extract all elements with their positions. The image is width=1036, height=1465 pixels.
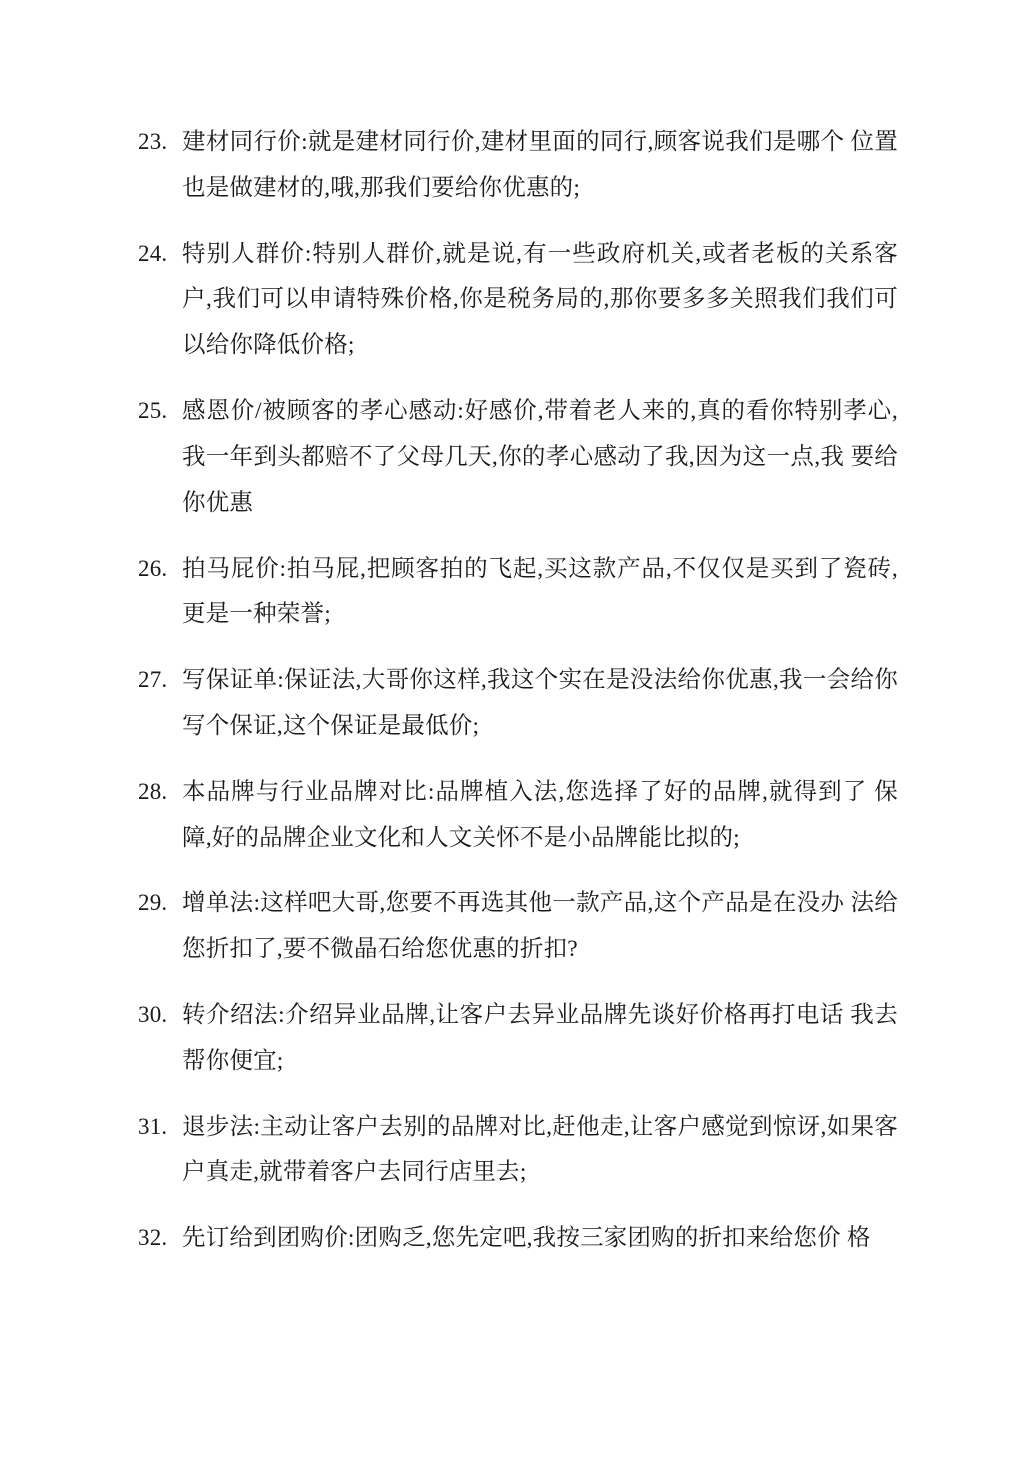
list-item (138, 1105, 898, 1197)
list-item-text: 本品牌与行业品牌对比:品牌植入法,您选择了好的品牌,就得到了 保障,好的品牌企业文化和人文关怀不是小品牌能比拟的; (182, 778, 898, 851)
list-item-number: 29. (138, 890, 168, 916)
list-item-number: 31. (138, 1113, 168, 1139)
list-item-number: 28. (138, 778, 168, 804)
list-item-number: 26. (138, 555, 168, 581)
list-item (138, 770, 898, 862)
list-item-text: 建材同行价:就是建材同行价,建材里面的同行,顾客说我们是哪个 位置也是做建材的,哦,那我们要给你优惠的; (182, 129, 898, 201)
list-item (138, 232, 898, 369)
list-item-number: 27. (138, 667, 168, 693)
numbered-list (138, 120, 898, 1262)
document-body (138, 120, 898, 1282)
list-item-number: 25. (138, 398, 168, 424)
list-item (138, 658, 898, 750)
list-item-text: 转介绍法:介绍异业品牌,让客户去异业品牌先谈好价格再打电话 我去帮你便宜; (182, 1002, 898, 1074)
list-item-text: 写保证单:保证法,大哥你这样,我这个实在是没法给你优惠,我一会给你写个保证,这个保证是最低价; (182, 667, 898, 739)
list-item-number: 32. (138, 1225, 168, 1251)
list-item-number: 30. (138, 1002, 168, 1027)
list-item-text: 拍马屁价:拍马屁,把顾客拍的飞起,买这款产品,不仅仅是买到了瓷砖,更是一种荣誉; (182, 555, 898, 628)
list-item (138, 389, 898, 526)
list-item-text: 先订给到团购价:团购乏,您先定吧,我按三家团购的折扣来给您价 格 (182, 1225, 871, 1252)
list-item (138, 1216, 898, 1262)
list-item (138, 547, 898, 639)
list-item (138, 120, 898, 212)
list-item-text: 增单法:这样吧大哥,您要不再选其他一款产品,这个产品是在没办 法给您折扣了,要不微晶石给您优惠的折扣? (182, 890, 898, 963)
list-item (138, 993, 898, 1085)
list-item (138, 881, 898, 973)
list-item-number: 24. (138, 240, 168, 266)
list-item-text: 特别人群价:特别人群价,就是说,有一些政府机关,或者老板的关系客户,我们可以申请特殊价格,你是税务局的,那你要多多关照我们我们可以给你降低价格; (182, 240, 898, 359)
list-item-number: 23. (138, 129, 168, 154)
list-item-text: 感恩价/被顾客的孝心感动:好感价,带着老人来的,真的看你特别孝心,我一年到头都赔不了父母几天,你的孝心感动了我,因为这一点,我 要给你优惠 (182, 398, 898, 516)
list-item-text: 退步法:主动让客户去别的品牌对比,赶他走,让客户感觉到惊讶,如果客户真走,就带着客户去同行店里去; (182, 1113, 898, 1186)
